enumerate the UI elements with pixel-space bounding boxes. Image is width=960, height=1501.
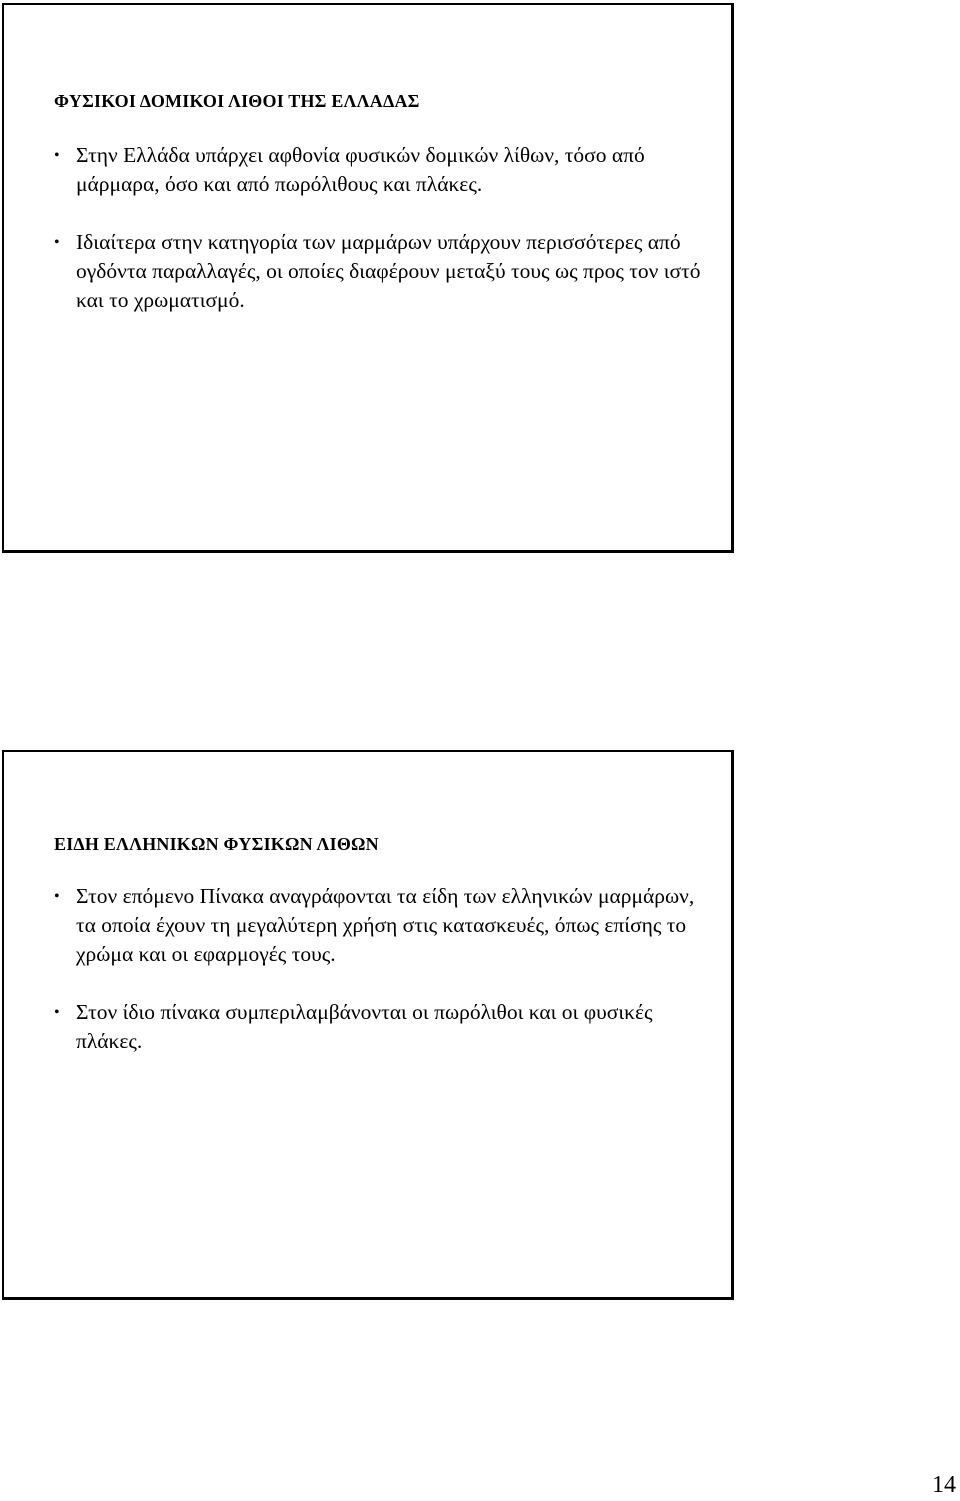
bullet-list: [54, 141, 707, 344]
bullet-text: Στον ίδιο πίνακα συμπεριλαμβάνονται οι πωρόλιθοι και οι φυσικές πλάκες.: [76, 1000, 653, 1053]
bullet-icon: •: [54, 234, 60, 251]
slide-title: ΦΥΣΙΚΟΙ ΔΟΜΙΚΟΙ ΛΙΘΟΙ ΤΗΣ ΕΛΛΑΔΑΣ: [54, 91, 420, 111]
bullet-text: Στον επόμενο Πίνακα αναγράφονται τα είδη των ελληνικών μαρμάρων, τα οποία έχουν τη μεγαλύτερη χρήση στις κατασκευές, όπως επίσης το χρώμα και οι εφαρμογές τους.: [76, 884, 695, 966]
bullet-item: [54, 882, 707, 969]
bullet-item: [54, 141, 707, 199]
bullet-item: [54, 998, 707, 1056]
bullet-icon: •: [54, 888, 60, 905]
page-number: 14: [932, 1472, 956, 1498]
slide-1: [2, 3, 734, 553]
bullet-icon: •: [54, 1004, 60, 1021]
bullet-text: Στην Ελλάδα υπάρχει αφθονία φυσικών δομικών λίθων, τόσο από μάρμαρα, όσο και από πωρόλιθους και πλάκες.: [76, 143, 645, 196]
bullet-item: [54, 228, 707, 315]
slide-2: [2, 750, 734, 1300]
bullet-icon: •: [54, 147, 60, 164]
bullet-list: [54, 882, 707, 1085]
bullet-text: Ιδιαίτερα στην κατηγορία των μαρμάρων υπάρχουν περισσότερες από ογδόντα παραλλαγές, οι οποίες διαφέρουν μεταξύ τους ως προς τον ιστό και το χρωματισμό.: [76, 230, 701, 312]
slide-title: ΕΙΔΗ ΕΛΛΗΝΙΚΩΝ ΦΥΣΙΚΩΝ ΛΙΘΩΝ: [54, 834, 379, 854]
